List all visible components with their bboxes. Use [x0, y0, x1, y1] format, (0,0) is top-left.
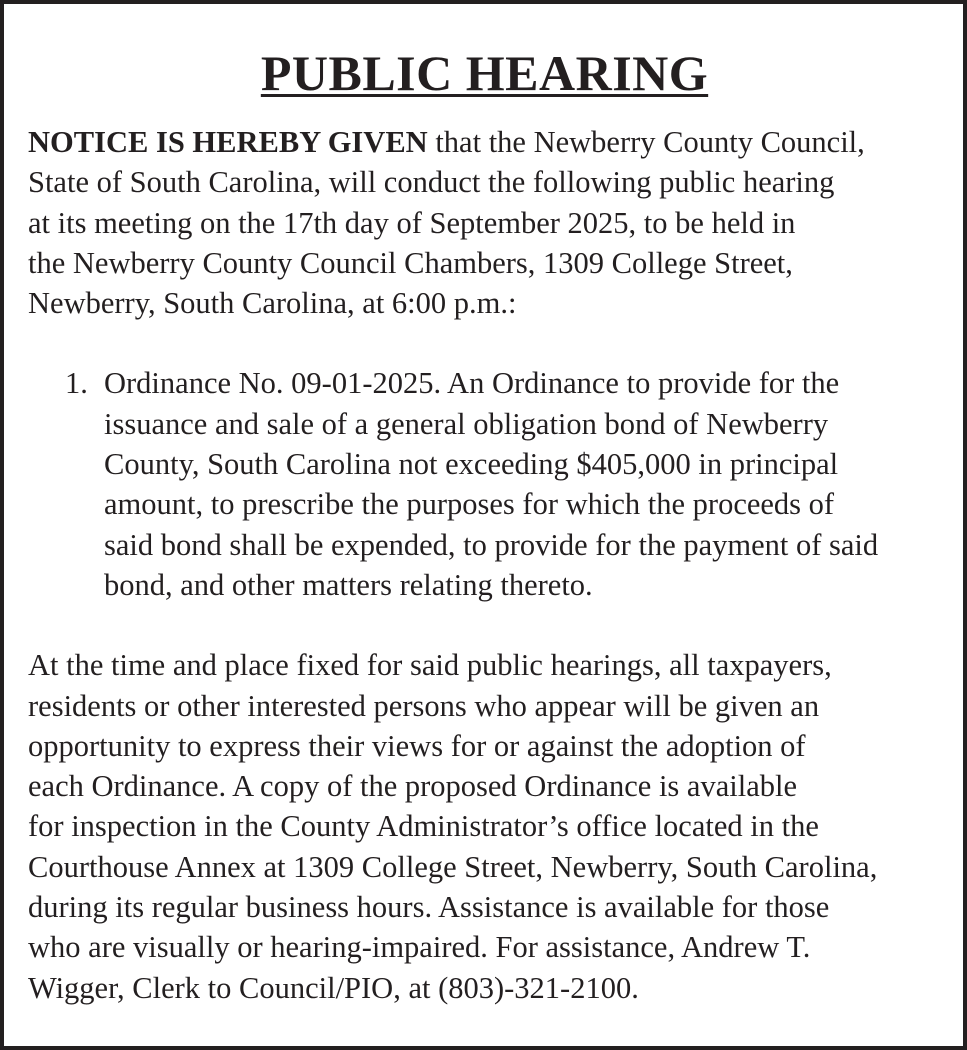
intro-line: NOTICE IS HEREBY GIVEN that the Newberry County Council, [28, 125, 865, 159]
notice-title: PUBLIC HEARING [260, 45, 709, 101]
intro-line: at its meeting on the 17th day of September 2025, to be held in [28, 205, 796, 240]
list-item-number: 1. [65, 366, 88, 401]
list-item-line: bond, and other matters relating thereto. [104, 567, 593, 602]
closing-line: during its regular business hours. Assistance is available for those [28, 890, 830, 925]
intro-line: Newberry, South Carolina, at 6:00 p.m.: [28, 286, 517, 321]
intro-line: State of South Carolina, will conduct the following public hearing [28, 165, 835, 200]
list-item-line: issuance and sale of a general obligation bond of Newberry [104, 406, 829, 441]
closing-line: who are visually or hearing-impaired. For assistance, Andrew T. [28, 930, 811, 965]
intro-paragraph [28, 122, 941, 323]
closing-line: each Ordinance. A copy of the proposed Ordinance is available [28, 769, 797, 804]
intro-line: the Newberry County Council Chambers, 1309 College Street, [28, 245, 793, 280]
list-item-line: said bond shall be expended, to provide for the payment of said [104, 527, 879, 562]
list-item [28, 363, 941, 605]
list-item-line: County, South Carolina not exceeding $405,000 in principal [104, 447, 839, 482]
closing-line: Courthouse Annex at 1309 College Street, Newberry, South Carolina, [28, 849, 878, 884]
closing-line: opportunity to express their views for or against the adoption of [28, 728, 806, 763]
list-item-line: Ordinance No. 09-01-2025. An Ordinance to provide for the [104, 366, 840, 401]
notice-lead: NOTICE IS HEREBY GIVEN [28, 125, 428, 159]
closing-paragraph [28, 645, 941, 1008]
ordinance-list [28, 363, 941, 605]
closing-line: for inspection in the County Administrator’s office located in the [28, 809, 819, 844]
closing-line: Wigger, Clerk to Council/PIO, at (803)-321-2100. [28, 970, 639, 1005]
closing-line: At the time and place fixed for said public hearings, all taxpayers, [28, 648, 832, 683]
closing-line: residents or other interested persons who appear will be given an [28, 688, 820, 723]
list-item-line: amount, to prescribe the purposes for which the proceeds of [104, 487, 835, 522]
